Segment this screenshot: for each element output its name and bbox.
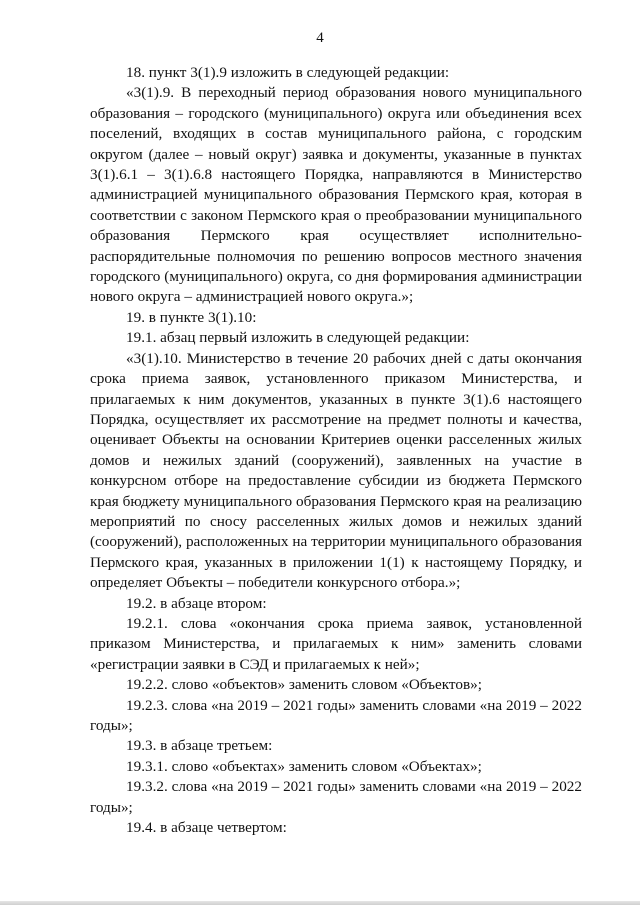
paragraph: 18. пункт 3(1).9 изложить в следующей редакции: xyxy=(126,64,450,81)
paragraph: «3(1).10. Министерство в течение 20 рабочих дней с даты окончания срока приема заявок, установленного приказом Министерства, и прилагаемых к ним документов, указанных в пункте 3(1).6 настоящего Порядка, осуществляет их рассмотрение на предмет полноты и качества, оценивает Объекты на основании Критериев оценки расселенных жилых домов и нежилых зданий (сооружений), заявленных на участие в конкурсном отборе на предоставление субсидии из бюджета Пермского края бюджету муниципального образования Пермского края на реализацию мероприятий по сносу расселенных жилых домов и нежилых зданий (сооружений), расположенных на территории муниципального образования Пермского края, указанных в приложении 1(1) к настоящему Порядку, и определяет Объекты – победители конкурсного отбора.»; xyxy=(90,349,582,592)
paragraph: «3(1).9. В переходный период образования нового муниципального образования – городского (муниципального) округа или объединения всех поселений, входящих в состав муниципального района, с городским округом (далее – новый округ) заявка и документы, указанные в пунктах 3(1).6.1 – 3(1).6.8 настоящего Порядка, направляются в Министерство администрацией муниципального образования Пермского края, которая в соответствии с законом Пермского края о преобразовании муниципального образования Пермского края осуществляет исполнительно-распорядительные полномочия по решению вопросов местного значения городского (муниципального) округа, со дня формирования администрации нового округа – администрацией нового округа.»; xyxy=(90,84,582,306)
paragraph: 19.3. в абзаце третьем: xyxy=(126,737,273,755)
paragraph: 19.3.2. слова «на 2019 – 2021 годы» заменить словами «на 2019 – 2022 годы»; xyxy=(90,778,582,816)
paragraph: 19.2.3. слова «на 2019 – 2021 годы» заменить словами «на 2019 – 2022 годы»; xyxy=(90,696,582,734)
paragraph: 19.2.1. слова «окончания срока приема заявок, установленной приказом Министерства, и прилагаемых к ним» заменить словами «регистрации заявки в СЭД и прилагаемых к ней»; xyxy=(90,614,582,673)
paragraph: 19.2.2. слово «объектов» заменить словом «Объектов»; xyxy=(126,676,482,694)
paragraph: 19.2. в абзаце втором: xyxy=(126,594,267,612)
document-body xyxy=(90,63,582,838)
page-number: 4 xyxy=(316,30,324,46)
paragraph: 19. в пункте 3(1).10: xyxy=(126,308,257,326)
paragraph: 19.1. абзац первый изложить в следующей редакции: xyxy=(126,329,470,347)
paragraph: 19.3.1. слово «объектах» заменить словом «Объектах»; xyxy=(126,757,482,775)
paragraph: 19.4. в абзаце четвертом: xyxy=(126,819,287,837)
page-bottom-edge xyxy=(0,901,640,905)
